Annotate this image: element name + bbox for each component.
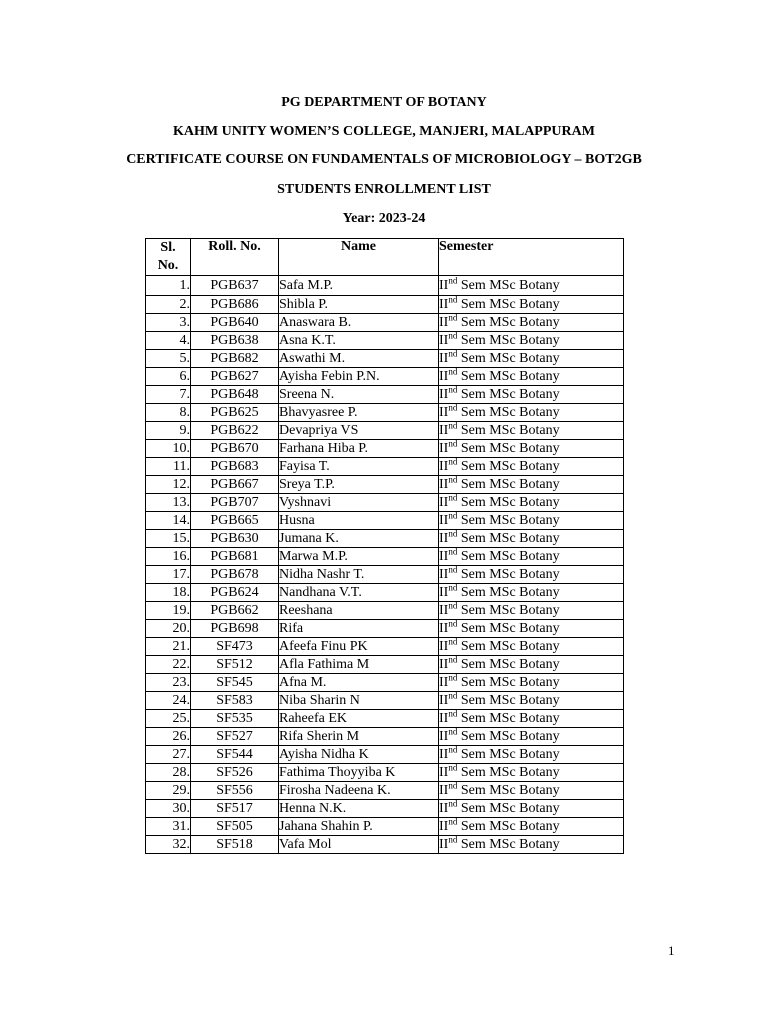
semester-number: II bbox=[439, 800, 449, 816]
department-title: PG DEPARTMENT OF BOTANY bbox=[281, 95, 487, 110]
cell-roll-no: PGB624 bbox=[191, 584, 279, 602]
semester-program: Sem MSc Botany bbox=[457, 566, 560, 582]
cell-semester bbox=[439, 368, 624, 386]
semester-program: Sem MSc Botany bbox=[457, 277, 560, 293]
table-row bbox=[146, 674, 624, 692]
semester-program: Sem MSc Botany bbox=[457, 368, 560, 384]
cell-sl-no: 8. bbox=[146, 404, 191, 422]
cell-sl-no: 22. bbox=[146, 656, 191, 674]
table-row bbox=[146, 764, 624, 782]
table-row bbox=[146, 710, 624, 728]
cell-sl-no: 14. bbox=[146, 512, 191, 530]
semester-program: Sem MSc Botany bbox=[457, 746, 560, 762]
cell-name: Nandhana V.T. bbox=[279, 584, 439, 602]
cell-sl-no: 7. bbox=[146, 386, 191, 404]
semester-number: II bbox=[439, 404, 449, 420]
cell-sl-no: 19. bbox=[146, 602, 191, 620]
semester-program: Sem MSc Botany bbox=[457, 584, 560, 600]
page-number: 1 bbox=[668, 943, 675, 958]
cell-roll-no: PGB640 bbox=[191, 314, 279, 332]
cell-semester bbox=[439, 800, 624, 818]
cell-name: Anaswara B. bbox=[279, 314, 439, 332]
cell-roll-no: PGB622 bbox=[191, 422, 279, 440]
semester-ordinal-suffix: nd bbox=[448, 385, 458, 394]
semester-ordinal-suffix: nd bbox=[448, 601, 458, 610]
cell-semester bbox=[439, 440, 624, 458]
cell-name: Safa M.P. bbox=[279, 276, 439, 296]
cell-name: Fayisa T. bbox=[279, 458, 439, 476]
semester-program: Sem MSc Botany bbox=[457, 692, 560, 708]
cell-semester bbox=[439, 386, 624, 404]
cell-sl-no: 13. bbox=[146, 494, 191, 512]
cell-roll-no: SF583 bbox=[191, 692, 279, 710]
semester-ordinal-suffix: nd bbox=[448, 421, 458, 430]
cell-roll-no: SF545 bbox=[191, 674, 279, 692]
cell-roll-no: PGB683 bbox=[191, 458, 279, 476]
cell-sl-no: 5. bbox=[146, 350, 191, 368]
cell-semester bbox=[439, 782, 624, 800]
table-row bbox=[146, 314, 624, 332]
cell-name: Shibla P. bbox=[279, 296, 439, 314]
table-row bbox=[146, 818, 624, 836]
semester-program: Sem MSc Botany bbox=[457, 710, 560, 726]
cell-name: Asna K.T. bbox=[279, 332, 439, 350]
cell-semester bbox=[439, 728, 624, 746]
semester-program: Sem MSc Botany bbox=[457, 782, 560, 798]
cell-semester bbox=[439, 512, 624, 530]
table-row bbox=[146, 458, 624, 476]
cell-name: Afeefa Finu PK bbox=[279, 638, 439, 656]
cell-semester bbox=[439, 818, 624, 836]
semester-ordinal-suffix: nd bbox=[448, 673, 458, 682]
cell-semester bbox=[439, 276, 624, 296]
semester-number: II bbox=[439, 277, 449, 293]
semester-program: Sem MSc Botany bbox=[457, 620, 560, 636]
cell-sl-no: 12. bbox=[146, 476, 191, 494]
cell-name: Vyshnavi bbox=[279, 494, 439, 512]
cell-roll-no: SF517 bbox=[191, 800, 279, 818]
table-row bbox=[146, 800, 624, 818]
cell-roll-no: PGB667 bbox=[191, 476, 279, 494]
cell-roll-no: PGB686 bbox=[191, 296, 279, 314]
cell-sl-no: 23. bbox=[146, 674, 191, 692]
cell-roll-no: SF512 bbox=[191, 656, 279, 674]
cell-roll-no: PGB698 bbox=[191, 620, 279, 638]
cell-sl-no: 6. bbox=[146, 368, 191, 386]
semester-number: II bbox=[439, 620, 449, 636]
semester-ordinal-suffix: nd bbox=[448, 637, 458, 646]
cell-sl-no: 31. bbox=[146, 818, 191, 836]
semester-program: Sem MSc Botany bbox=[457, 728, 560, 744]
table-row bbox=[146, 782, 624, 800]
semester-program: Sem MSc Botany bbox=[457, 764, 560, 780]
semester-number: II bbox=[439, 638, 449, 654]
semester-ordinal-suffix: nd bbox=[448, 313, 458, 322]
table-row bbox=[146, 404, 624, 422]
cell-sl-no: 28. bbox=[146, 764, 191, 782]
cell-semester bbox=[439, 602, 624, 620]
semester-program: Sem MSc Botany bbox=[457, 512, 560, 528]
semester-ordinal-suffix: nd bbox=[448, 493, 458, 502]
cell-roll-no: PGB648 bbox=[191, 386, 279, 404]
cell-roll-no: PGB681 bbox=[191, 548, 279, 566]
table-row bbox=[146, 368, 624, 386]
cell-roll-no: SF544 bbox=[191, 746, 279, 764]
cell-semester bbox=[439, 566, 624, 584]
semester-number: II bbox=[439, 548, 449, 564]
table-row bbox=[146, 728, 624, 746]
cell-semester bbox=[439, 332, 624, 350]
semester-ordinal-suffix: nd bbox=[448, 835, 458, 844]
cell-semester bbox=[439, 584, 624, 602]
cell-sl-no: 11. bbox=[146, 458, 191, 476]
cell-name: Rifa Sherin M bbox=[279, 728, 439, 746]
semester-number: II bbox=[439, 458, 449, 474]
semester-number: II bbox=[439, 422, 449, 438]
semester-number: II bbox=[439, 476, 449, 492]
semester-ordinal-suffix: nd bbox=[448, 367, 458, 376]
semester-program: Sem MSc Botany bbox=[457, 818, 560, 834]
table-row bbox=[146, 602, 624, 620]
semester-number: II bbox=[439, 710, 449, 726]
cell-sl-no: 10. bbox=[146, 440, 191, 458]
table-row bbox=[146, 620, 624, 638]
cell-roll-no: PGB665 bbox=[191, 512, 279, 530]
cell-sl-no: 27. bbox=[146, 746, 191, 764]
semester-program: Sem MSc Botany bbox=[457, 332, 560, 348]
semester-ordinal-suffix: nd bbox=[448, 565, 458, 574]
cell-semester bbox=[439, 674, 624, 692]
cell-semester bbox=[439, 746, 624, 764]
semester-number: II bbox=[439, 728, 449, 744]
table-row bbox=[146, 276, 624, 296]
cell-sl-no: 32. bbox=[146, 836, 191, 854]
semester-program: Sem MSc Botany bbox=[457, 836, 560, 852]
table-row bbox=[146, 512, 624, 530]
cell-semester bbox=[439, 692, 624, 710]
cell-sl-no: 3. bbox=[146, 314, 191, 332]
cell-name: Jumana K. bbox=[279, 530, 439, 548]
cell-name: Jahana Shahin P. bbox=[279, 818, 439, 836]
table-row bbox=[146, 584, 624, 602]
cell-sl-no: 4. bbox=[146, 332, 191, 350]
cell-roll-no: PGB627 bbox=[191, 368, 279, 386]
semester-ordinal-suffix: nd bbox=[448, 709, 458, 718]
cell-name: Afla Fathima M bbox=[279, 656, 439, 674]
cell-sl-no: 25. bbox=[146, 710, 191, 728]
table-row bbox=[146, 476, 624, 494]
table-row bbox=[146, 422, 624, 440]
cell-name: Henna N.K. bbox=[279, 800, 439, 818]
table-row bbox=[146, 566, 624, 584]
semester-program: Sem MSc Botany bbox=[457, 674, 560, 690]
cell-semester bbox=[439, 530, 624, 548]
semester-number: II bbox=[439, 836, 449, 852]
college-name: KAHM UNITY WOMEN’S COLLEGE, MANJERI, MALAPPURAM bbox=[173, 124, 595, 139]
table-row bbox=[146, 836, 624, 854]
semester-number: II bbox=[439, 494, 449, 510]
semester-program: Sem MSc Botany bbox=[457, 530, 560, 546]
cell-sl-no: 29. bbox=[146, 782, 191, 800]
table-row bbox=[146, 350, 624, 368]
cell-name: Nidha Nashr T. bbox=[279, 566, 439, 584]
cell-semester bbox=[439, 422, 624, 440]
course-title: CERTIFICATE COURSE ON FUNDAMENTALS OF MICROBIOLOGY – BOT2GB bbox=[126, 152, 642, 167]
semester-ordinal-suffix: nd bbox=[448, 781, 458, 790]
cell-sl-no: 20. bbox=[146, 620, 191, 638]
cell-name: Fathima Thoyyiba K bbox=[279, 764, 439, 782]
cell-name: Sreya T.P. bbox=[279, 476, 439, 494]
semester-ordinal-suffix: nd bbox=[448, 475, 458, 484]
semester-number: II bbox=[439, 566, 449, 582]
semester-ordinal-suffix: nd bbox=[448, 727, 458, 736]
cell-semester bbox=[439, 314, 624, 332]
semester-ordinal-suffix: nd bbox=[448, 331, 458, 340]
cell-semester bbox=[439, 296, 624, 314]
semester-ordinal-suffix: nd bbox=[448, 691, 458, 700]
semester-ordinal-suffix: nd bbox=[448, 295, 458, 304]
cell-semester bbox=[439, 620, 624, 638]
table-row bbox=[146, 332, 624, 350]
cell-name: Niba Sharin N bbox=[279, 692, 439, 710]
cell-semester bbox=[439, 350, 624, 368]
cell-name: Devapriya VS bbox=[279, 422, 439, 440]
table-row bbox=[146, 692, 624, 710]
cell-name: Rifa bbox=[279, 620, 439, 638]
column-header-sl-no bbox=[146, 239, 191, 276]
cell-name: Sreena N. bbox=[279, 386, 439, 404]
semester-program: Sem MSc Botany bbox=[457, 602, 560, 618]
semester-number: II bbox=[439, 440, 449, 456]
cell-roll-no: SF556 bbox=[191, 782, 279, 800]
academic-year: Year: 2023-24 bbox=[342, 211, 426, 226]
cell-name: Husna bbox=[279, 512, 439, 530]
semester-program: Sem MSc Botany bbox=[457, 404, 560, 420]
cell-roll-no: SF518 bbox=[191, 836, 279, 854]
semester-ordinal-suffix: nd bbox=[448, 439, 458, 448]
semester-number: II bbox=[439, 764, 449, 780]
semester-number: II bbox=[439, 296, 449, 312]
cell-semester bbox=[439, 548, 624, 566]
cell-semester bbox=[439, 638, 624, 656]
cell-sl-no: 16. bbox=[146, 548, 191, 566]
cell-roll-no: SF473 bbox=[191, 638, 279, 656]
cell-semester bbox=[439, 836, 624, 854]
table-row bbox=[146, 656, 624, 674]
semester-number: II bbox=[439, 350, 449, 366]
semester-number: II bbox=[439, 584, 449, 600]
cell-roll-no: SF535 bbox=[191, 710, 279, 728]
semester-number: II bbox=[439, 674, 449, 690]
cell-roll-no: PGB678 bbox=[191, 566, 279, 584]
semester-ordinal-suffix: nd bbox=[448, 457, 458, 466]
semester-number: II bbox=[439, 368, 449, 384]
semester-number: II bbox=[439, 386, 449, 402]
table-row bbox=[146, 530, 624, 548]
semester-ordinal-suffix: nd bbox=[448, 529, 458, 538]
cell-name: Aswathi M. bbox=[279, 350, 439, 368]
table-body bbox=[146, 276, 624, 854]
semester-ordinal-suffix: nd bbox=[448, 655, 458, 664]
semester-ordinal-suffix: nd bbox=[448, 583, 458, 592]
semester-program: Sem MSc Botany bbox=[457, 458, 560, 474]
column-header-name: Name bbox=[279, 239, 439, 276]
semester-number: II bbox=[439, 746, 449, 762]
cell-sl-no: 24. bbox=[146, 692, 191, 710]
semester-program: Sem MSc Botany bbox=[457, 656, 560, 672]
cell-sl-no: 15. bbox=[146, 530, 191, 548]
cell-sl-no: 21. bbox=[146, 638, 191, 656]
table-row bbox=[146, 548, 624, 566]
cell-sl-no: 9. bbox=[146, 422, 191, 440]
semester-program: Sem MSc Botany bbox=[457, 548, 560, 564]
semester-ordinal-suffix: nd bbox=[448, 511, 458, 520]
cell-semester bbox=[439, 710, 624, 728]
cell-name: Farhana Hiba P. bbox=[279, 440, 439, 458]
semester-ordinal-suffix: nd bbox=[448, 403, 458, 412]
cell-sl-no: 17. bbox=[146, 566, 191, 584]
semester-ordinal-suffix: nd bbox=[448, 349, 458, 358]
semester-program: Sem MSc Botany bbox=[457, 440, 560, 456]
cell-roll-no: PGB630 bbox=[191, 530, 279, 548]
cell-name: Reeshana bbox=[279, 602, 439, 620]
semester-program: Sem MSc Botany bbox=[457, 314, 560, 330]
cell-roll-no: PGB637 bbox=[191, 276, 279, 296]
semester-ordinal-suffix: nd bbox=[448, 817, 458, 826]
semester-ordinal-suffix: nd bbox=[448, 763, 458, 772]
semester-number: II bbox=[439, 314, 449, 330]
semester-program: Sem MSc Botany bbox=[457, 386, 560, 402]
column-header-sl-line2: No. bbox=[157, 258, 179, 273]
cell-roll-no: PGB682 bbox=[191, 350, 279, 368]
semester-ordinal-suffix: nd bbox=[448, 547, 458, 556]
cell-sl-no: 2. bbox=[146, 296, 191, 314]
cell-sl-no: 1. bbox=[146, 276, 191, 296]
table-row bbox=[146, 386, 624, 404]
table-row bbox=[146, 440, 624, 458]
semester-ordinal-suffix: nd bbox=[448, 619, 458, 628]
semester-number: II bbox=[439, 818, 449, 834]
semester-program: Sem MSc Botany bbox=[457, 476, 560, 492]
semester-number: II bbox=[439, 656, 449, 672]
semester-number: II bbox=[439, 512, 449, 528]
column-header-semester: Semester bbox=[439, 239, 624, 276]
cell-sl-no: 26. bbox=[146, 728, 191, 746]
semester-ordinal-suffix: nd bbox=[448, 745, 458, 754]
cell-name: Firosha Nadeena K. bbox=[279, 782, 439, 800]
semester-program: Sem MSc Botany bbox=[457, 800, 560, 816]
semester-program: Sem MSc Botany bbox=[457, 350, 560, 366]
semester-number: II bbox=[439, 692, 449, 708]
semester-number: II bbox=[439, 530, 449, 546]
cell-name: Marwa M.P. bbox=[279, 548, 439, 566]
column-header-roll-no: Roll. No. bbox=[191, 239, 279, 276]
semester-number: II bbox=[439, 782, 449, 798]
table-row bbox=[146, 746, 624, 764]
enrollment-table bbox=[145, 238, 624, 854]
cell-name: Bhavyasree P. bbox=[279, 404, 439, 422]
cell-roll-no: SF526 bbox=[191, 764, 279, 782]
cell-semester bbox=[439, 458, 624, 476]
cell-name: Raheefa EK bbox=[279, 710, 439, 728]
cell-roll-no: PGB670 bbox=[191, 440, 279, 458]
semester-program: Sem MSc Botany bbox=[457, 422, 560, 438]
cell-semester bbox=[439, 476, 624, 494]
cell-roll-no: PGB707 bbox=[191, 494, 279, 512]
semester-ordinal-suffix: nd bbox=[448, 275, 458, 285]
list-title: STUDENTS ENROLLMENT LIST bbox=[277, 182, 491, 197]
cell-semester bbox=[439, 404, 624, 422]
semester-ordinal-suffix: nd bbox=[448, 799, 458, 808]
cell-name: Afna M. bbox=[279, 674, 439, 692]
table-row bbox=[146, 638, 624, 656]
cell-semester bbox=[439, 494, 624, 512]
semester-program: Sem MSc Botany bbox=[457, 494, 560, 510]
cell-sl-no: 18. bbox=[146, 584, 191, 602]
cell-roll-no: PGB662 bbox=[191, 602, 279, 620]
semester-program: Sem MSc Botany bbox=[457, 296, 560, 312]
semester-program: Sem MSc Botany bbox=[457, 638, 560, 654]
cell-roll-no: SF527 bbox=[191, 728, 279, 746]
cell-semester bbox=[439, 656, 624, 674]
cell-name: Ayisha Nidha K bbox=[279, 746, 439, 764]
cell-semester bbox=[439, 764, 624, 782]
cell-name: Vafa Mol bbox=[279, 836, 439, 854]
cell-roll-no: PGB638 bbox=[191, 332, 279, 350]
cell-name: Ayisha Febin P.N. bbox=[279, 368, 439, 386]
table-header-row bbox=[146, 239, 624, 276]
column-header-sl-line1: Sl. bbox=[160, 240, 176, 255]
semester-number: II bbox=[439, 332, 449, 348]
cell-sl-no: 30. bbox=[146, 800, 191, 818]
table-row bbox=[146, 296, 624, 314]
table-row bbox=[146, 494, 624, 512]
semester-number: II bbox=[439, 602, 449, 618]
cell-roll-no: SF505 bbox=[191, 818, 279, 836]
cell-roll-no: PGB625 bbox=[191, 404, 279, 422]
